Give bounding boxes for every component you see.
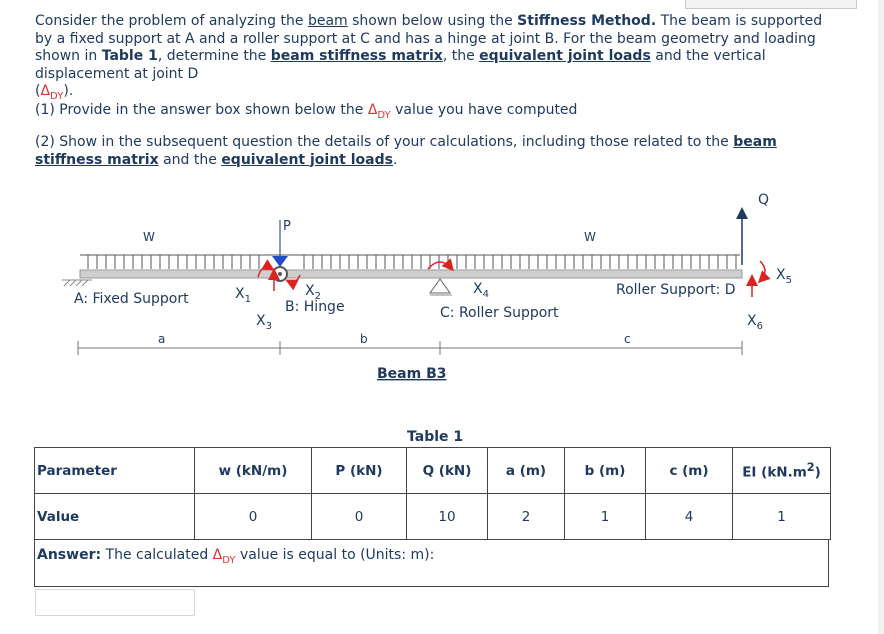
dim-b: b bbox=[360, 332, 368, 346]
header-p: P (kN) bbox=[312, 448, 407, 494]
roller-support-c bbox=[430, 279, 452, 295]
distributed-load bbox=[80, 255, 740, 269]
value-w: 0 bbox=[195, 494, 312, 540]
figure-caption: Beam B3 bbox=[377, 366, 447, 382]
value-q: 10 bbox=[407, 494, 488, 540]
svg-text:X1: $X_1$ bbox=[235, 286, 251, 305]
value-b: 1 bbox=[565, 494, 646, 540]
dim-a: a bbox=[158, 332, 166, 346]
value-row bbox=[35, 494, 831, 540]
beam-stiffness-matrix-link-2[interactable]: beam stiffness matrix bbox=[35, 134, 777, 168]
header-w: w (kN/m) bbox=[195, 448, 312, 494]
header-q: Q (kN) bbox=[407, 448, 488, 494]
instruction-1: (1) Provide in the answer box shown below the $\Delta_{DY}$ value you have computed bbox=[35, 102, 578, 121]
fixed-support-label: A: Fixed Support bbox=[74, 291, 189, 307]
w-left-label: W bbox=[143, 230, 155, 244]
w-right-label: W bbox=[584, 230, 596, 244]
answer-input[interactable] bbox=[35, 589, 195, 616]
answer-label: Answer: bbox=[37, 547, 102, 563]
hinge-label: B: Hinge bbox=[285, 299, 345, 315]
value-p: 0 bbox=[312, 494, 407, 540]
svg-text:X2: $X_2$ bbox=[305, 283, 321, 302]
svg-text:X5: $X_5$ bbox=[776, 267, 792, 286]
answer-row: Answer: The calculated $\Delta_{DY}$ value is equal to (Units: m): bbox=[34, 540, 829, 587]
top-toolbar-edge bbox=[685, 0, 857, 9]
header-parameter: Parameter bbox=[35, 448, 195, 494]
q-label: Q bbox=[758, 192, 770, 208]
equivalent-joint-loads-link[interactable]: equivalent joint loads bbox=[479, 48, 651, 64]
beam-stiffness-matrix-link[interactable]: beam stiffness matrix bbox=[270, 48, 443, 64]
header-a: a (m) bbox=[488, 448, 565, 494]
roller-c-label: C: Roller Support bbox=[440, 305, 559, 321]
header-b: b (m) bbox=[565, 448, 646, 494]
beam-link[interactable]: beam bbox=[307, 13, 348, 29]
value-c: 4 bbox=[646, 494, 733, 540]
table-title: Table 1 bbox=[407, 429, 464, 445]
parameters-table bbox=[34, 447, 831, 540]
beam-figure bbox=[0, 185, 884, 435]
equivalent-joint-loads-link-2[interactable]: equivalent joint loads bbox=[221, 151, 393, 168]
roller-d-label: Roller Support: D bbox=[616, 282, 736, 298]
svg-text:X4: $X_4$ bbox=[473, 281, 489, 300]
p-label: P bbox=[283, 219, 291, 234]
value-ei: 1 bbox=[733, 494, 831, 540]
beam bbox=[80, 270, 742, 278]
svg-text:X3: $X_3$ bbox=[256, 313, 272, 332]
header-c: c (m) bbox=[646, 448, 733, 494]
instruction-2: (2) Show in the subsequent question the details of your calculations, including those related to the beam stiffness matrix and the equivalent joint loads. bbox=[35, 134, 777, 168]
problem-statement: Consider the problem of analyzing the beam shown below using the Stiffness Method. The beam is supported by a fixed support at A and a roller support at C and has a hinge at joint B. For the beam geometry and loading shown in Table 1, determine the beam stiffness matrix, the equivalent joint loads and the vertical displacement at joint D $(\Delta_{DY})$. bbox=[35, 13, 823, 102]
fixed-support bbox=[62, 280, 92, 286]
header-ei: EI $(kN.m^2)$ bbox=[733, 448, 831, 494]
dimension-line bbox=[78, 341, 742, 355]
value-label: Value bbox=[35, 494, 195, 540]
value-a: 2 bbox=[488, 494, 565, 540]
svg-text:X6: $X_6$ bbox=[747, 313, 763, 332]
scrollbar[interactable] bbox=[878, 0, 884, 634]
dim-c: c bbox=[624, 332, 631, 346]
header-row bbox=[35, 448, 831, 494]
